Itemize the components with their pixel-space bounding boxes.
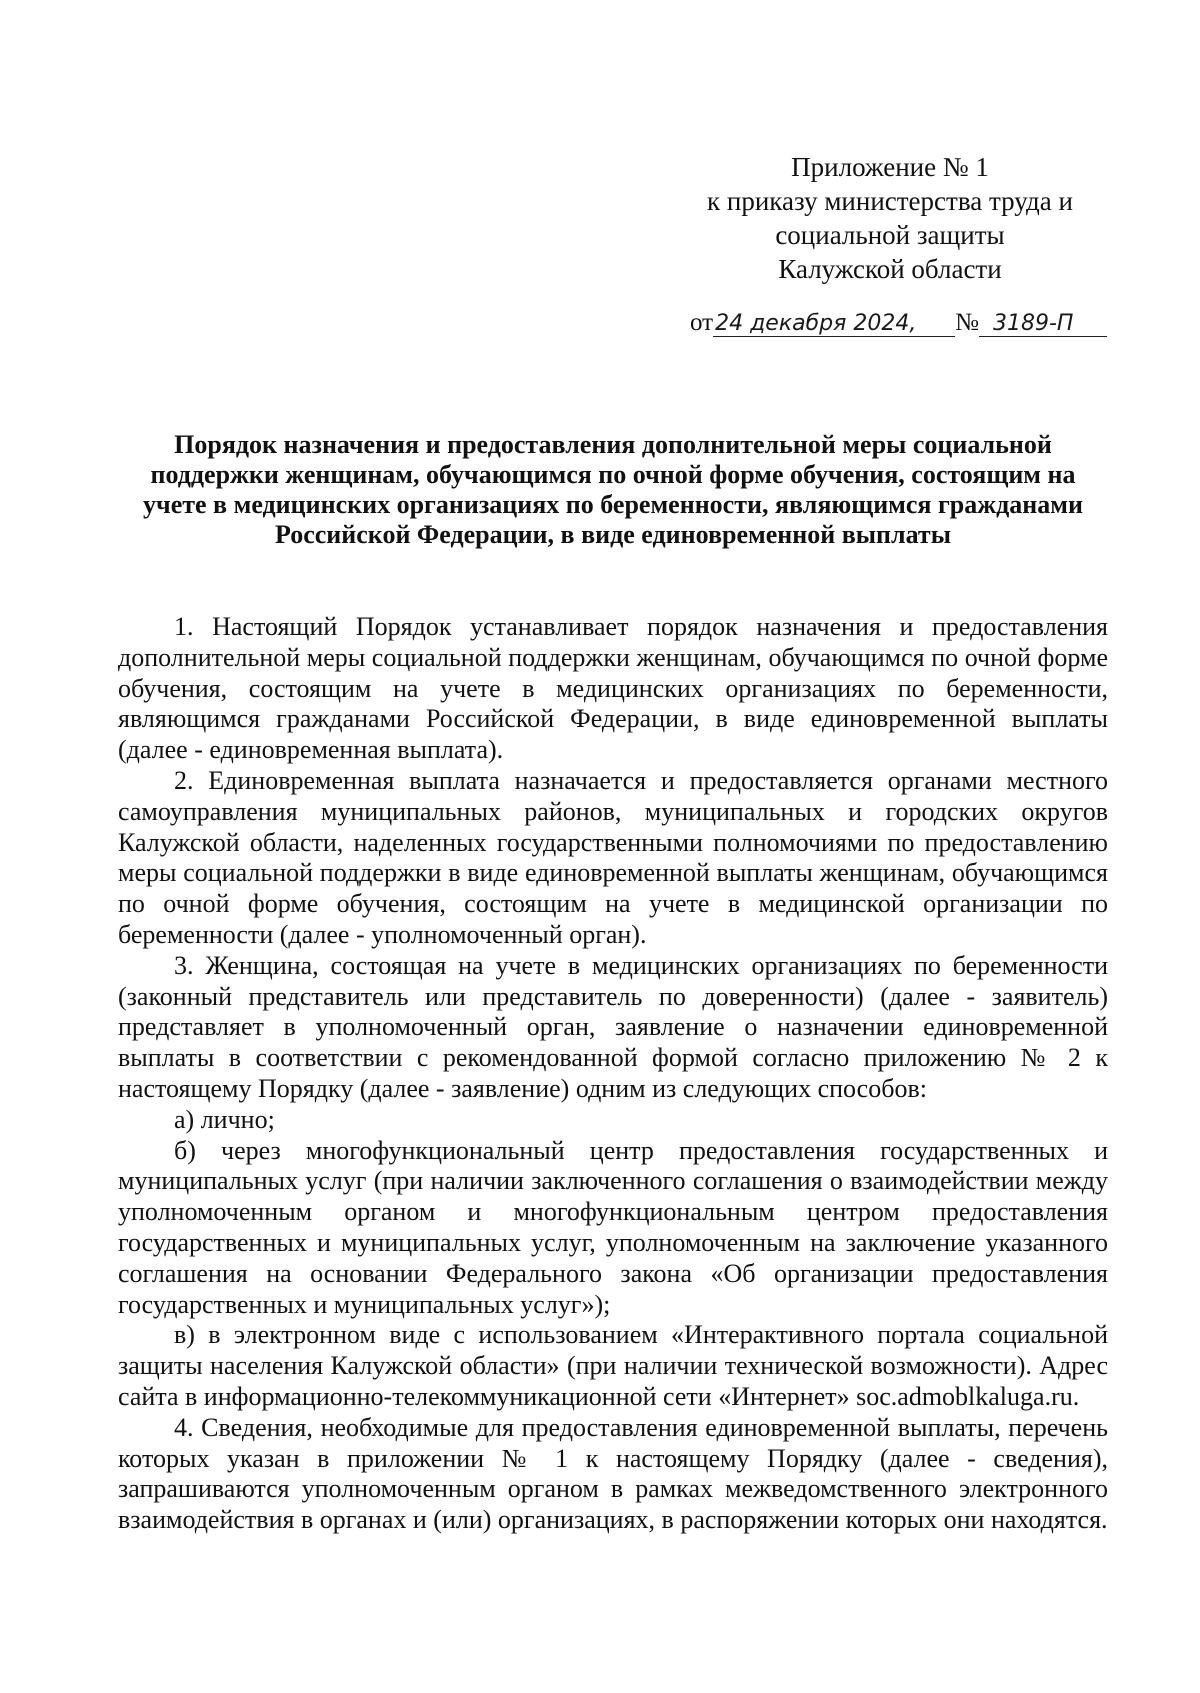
- appendix-number: Приложение № 1: [791, 152, 989, 182]
- order-date-handwritten: 24 декабря 2024,: [713, 312, 955, 337]
- order-number-label: №: [955, 309, 979, 336]
- title-line-4: Российской Федерации, в виде единовременной выплаты: [274, 520, 951, 549]
- appendix-line-2: к приказу министерства труда и: [707, 186, 1073, 216]
- title-line-2: поддержки женщинам, обучающимся по очной форме обучения, состоящим на: [150, 460, 1076, 489]
- paragraph-3c: в) в электронном виде с использованием «Интерактивного портала социальной защиты населения Калужской области» (при наличии технической возможности). Адрес сайта в информационно-телекоммуникационной сети «Интернет» soc.admoblkaluga.ru.: [118, 1320, 1108, 1411]
- appendix-header: [690, 150, 1090, 286]
- document-body: [118, 612, 1108, 1536]
- paragraph-3a: а) лично;: [174, 1104, 275, 1134]
- order-reference: [690, 306, 1110, 340]
- paragraph-2: 2. Единовременная выплата назначается и предоставляется органами местного самоуправления муниципальных районов, муниципальных и городских округов Калужской области, наделенных государственными полномочиями по предоставлению меры социальной поддержки в виде единовременной выплаты женщинам, обучающимся по очной форме обучения, состоящим на учете в медицинской организации по беременности (далее - уполномоченный орган).: [118, 765, 1108, 949]
- paragraph-4: 4. Сведения, необходимые для предоставления единовременной выплаты, перечень которых указан в приложении № 1 к настоящему Порядку (далее - сведения), запрашиваются уполномоченным органом в рамках межведомственного электронного взаимодействия в органах и (или) организациях, в распоряжении которых они находятся.: [118, 1412, 1108, 1535]
- paragraph-3b: б) через многофункциональный центр предоставления государственных и муниципальных услуг (при наличии заключенного соглашения о взаимодействии между уполномоченным органом и многофункциональным центром предоставления государственных и муниципальных услуг, уполномоченным на заключение указанного соглашения на основании Федерального закона «Об организации предоставления государственных и муниципальных услуг»);: [118, 1135, 1108, 1319]
- order-from-label: от: [690, 309, 714, 336]
- order-number-handwritten: 3189-П: [979, 312, 1107, 337]
- document-title: [118, 430, 1108, 550]
- paragraph-1: 1. Настоящий Порядок устанавливает порядок назначения и предоставления дополнительной меры социальной поддержки женщинам, обучающимся по очной форме обучения, состоящим на учете в медицинских организациях по беременности, являющимся гражданами Российской Федерации, в виде единовременной выплаты (далее - единовременная выплата).: [118, 612, 1108, 765]
- title-line-1: Порядок назначения и предоставления дополнительной меры социальной: [174, 430, 1052, 459]
- paragraph-3: 3. Женщина, состоящая на учете в медицинских организациях по беременности (законный представитель или представитель по доверенности) (далее - заявитель) представляет в уполномоченный орган, заявление о назначении единовременной выплаты в соответствии с рекомендованной формой согласно приложению № 2 к настоящему Порядку (далее - заявление) одним из следующих способов:: [118, 950, 1108, 1103]
- title-line-3: учете в медицинских организациях по беременности, являющимся гражданами: [143, 490, 1083, 519]
- appendix-line-3: социальной защиты: [775, 220, 1005, 250]
- appendix-line-4: Калужской области: [778, 254, 1002, 284]
